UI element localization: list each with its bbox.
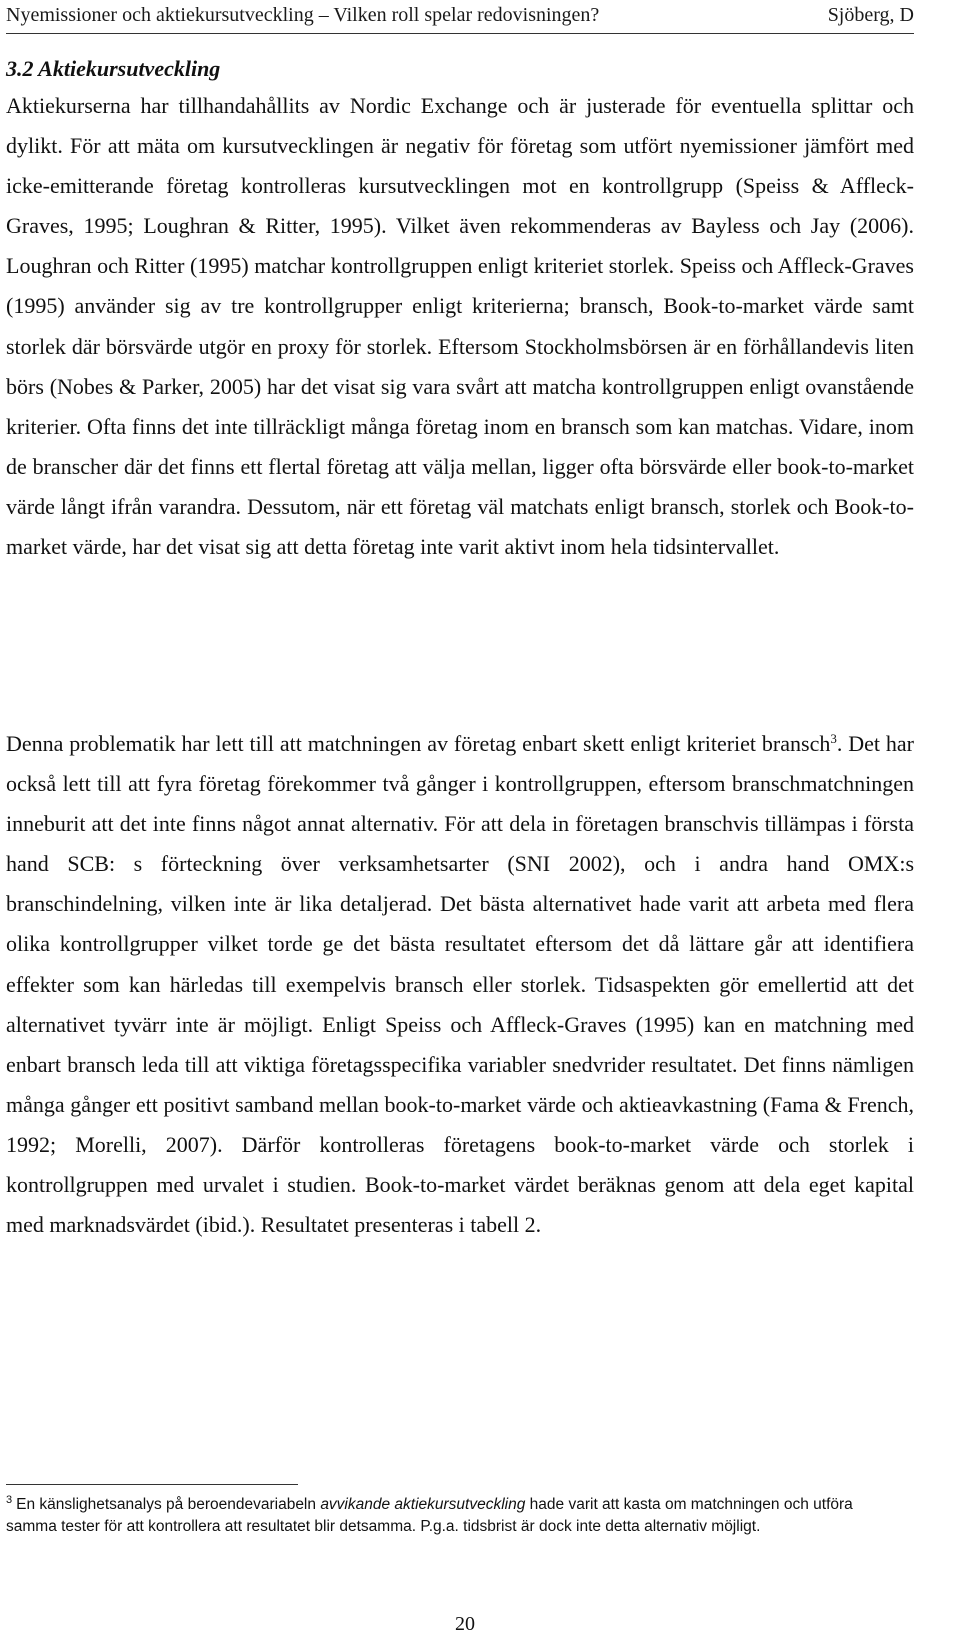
section-heading: 3.2 Aktiekursutveckling xyxy=(6,56,221,81)
body-paragraph-1: Aktiekurserna har tillhandahållits av Nordic Exchange och är justerade för eventuella splittar och dylikt. För att mäta om kursutvecklingen är negativ för företag som utfört nyemissioner jämfört med icke-emitterande företag kontrolleras kursutvecklingen mot en kontrollgrupp (Speiss & Affleck-Graves, 1995; Loughran & Ritter, 1995). Vilket även rekommenderas av Bayless och Jay (2006). Loughran och Ritter (1995) matchar kontrollgruppen enligt kriteriet storlek. Speiss och Affleck-Graves (1995) använder sig av tre kontrollgrupper enligt kriterierna; bransch, Book-to-market värde samt storlek där börsvärde utgör en proxy för storlek. Eftersom Stockholmsbörsen är en förhållandevis liten börs (Nobes & Parker, 2005) har det visat sig vara svårt att matcha kontrollgruppen enligt ovanstående kriterier. Ofta finns det inte tillräckligt många företag inom en bransch som kan matchas. Vidare, inom de branscher där det finns ett flertal företag att välja mellan, ligger ofta börsvärde eller book-to-market värde långt ifrån varandra. Dessutom, när ett företag väl matchats enligt bransch, storlek och Book-to-market värde, har det visat sig att detta företag inte varit aktivt inom hela tidsintervallet. xyxy=(6,93,914,560)
body-paragraph-2 xyxy=(6,724,914,1245)
footnote-reference[interactable]: 3 xyxy=(830,731,837,746)
header-title: Nyemissioner och aktiekursutveckling – Vilken roll spelar redovisningen? xyxy=(6,4,600,26)
paragraph-2-start: Denna problematik har lett till att matchningen av företag enbart skett enligt kriteriet bransch xyxy=(6,731,831,756)
footnote-text-after: hade varit att kasta om matchningen och utföra samma tester för att kontrollera att resultatet blir detsamma. P.g.a. tidsbrist är dock inte detta alternativ möjligt. xyxy=(6,1496,853,1535)
footnote-number: 3 xyxy=(6,1494,13,1506)
footnote-italic-term: avvikande aktiekursutveckling xyxy=(320,1496,526,1513)
footnote-divider xyxy=(6,1484,298,1485)
page-number: 20 xyxy=(455,1613,475,1635)
footnote-text-before: En känslighetsanalys på beroendevariabeln xyxy=(16,1496,321,1513)
header-divider xyxy=(6,33,914,34)
header-author: Sjöberg, D xyxy=(827,4,914,26)
footnote xyxy=(6,1494,906,1538)
running-header xyxy=(6,0,914,34)
paragraph-2-rest: . Det har också lett till att fyra företag förekommer två gånger i kontrollgruppen, eftersom branschmatchningen inneburit att det inte finns något annat alternativ. För att dela in företagen branschvis tillämpas i första hand SCB: s förteckning över verksamhetsarter (SNI 2002), och i andra hand OMX:s branschindelning, vilken inte är lika detaljerad. Det bästa alternativet hade varit att arbeta med flera olika kontrollgrupper vilket torde ge det bästa resultatet eftersom det då lättare går att identifiera effekter som kan härledas till exempelvis bransch eller storlek. Tidsaspekten gör emellertid att det alternativet tyvärr inte är möjligt. Enligt Speiss och Affleck-Graves (1995) kan en matchning med enbart bransch leda till att viktiga företagsspecifika variabler snedvrider resultatet. Det finns nämligen många gånger ett positivt samband mellan book-to-market värde och aktieavkastning (Fama & French, 1992; Morelli, 2007). Därför kontrolleras företagens book-to-market värde och storlek i kontrollgruppen med urvalet i studien. Book-to-market värdet beräknas genom att dela eget kapital med marknadsvärdet (ibid.). Resultatet presenteras i tabell 2. xyxy=(6,731,914,1238)
